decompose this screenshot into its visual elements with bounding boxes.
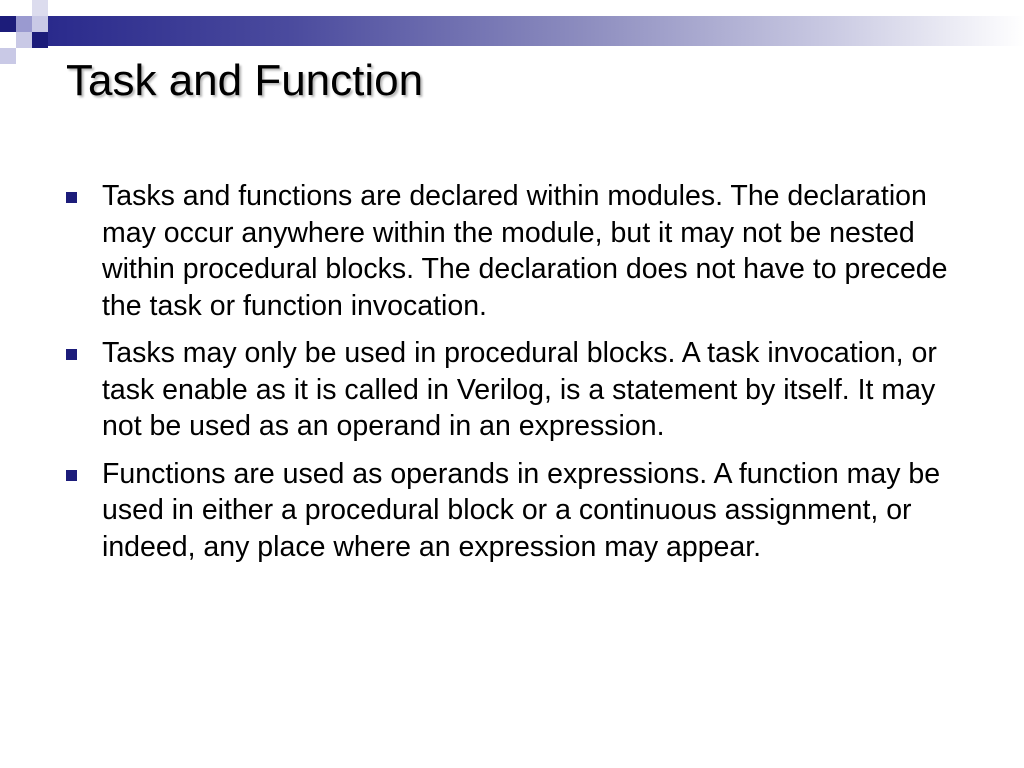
- decor-square: [0, 48, 16, 64]
- bullet-text: Tasks and functions are declared within modules. The declaration may occur anywhere within the module, but it may not be nested within procedural blocks. The declaration does not have to precede the task or function invocation.: [102, 180, 948, 322]
- decor-square: [16, 16, 32, 32]
- decor-square: [32, 0, 48, 16]
- bullet-item: [66, 335, 966, 445]
- decor-square: [0, 16, 16, 32]
- square-bullet-icon: [66, 349, 77, 360]
- bullet-item: [66, 456, 966, 566]
- bullet-item: [66, 178, 966, 324]
- decor-square: [32, 32, 48, 48]
- bullet-text: Functions are used as operands in expressions. A function may be used in either a procedural block or a continuous assignment, or indeed, any place where an expression may appear.: [102, 457, 941, 563]
- square-bullet-icon: [66, 470, 77, 481]
- decor-square: [16, 0, 32, 16]
- bullet-text: Tasks may only be used in procedural blocks. A task invocation, or task enable as it is called in Verilog, is a statement by itself. It may not be used as an operand in an expression.: [102, 337, 937, 442]
- bullet-list: [66, 178, 966, 576]
- header-gradient-band: [48, 16, 1024, 46]
- square-bullet-icon: [66, 192, 77, 203]
- slide-title: Task and Function: [66, 56, 424, 105]
- decor-square: [16, 32, 32, 48]
- decor-square: [32, 16, 48, 32]
